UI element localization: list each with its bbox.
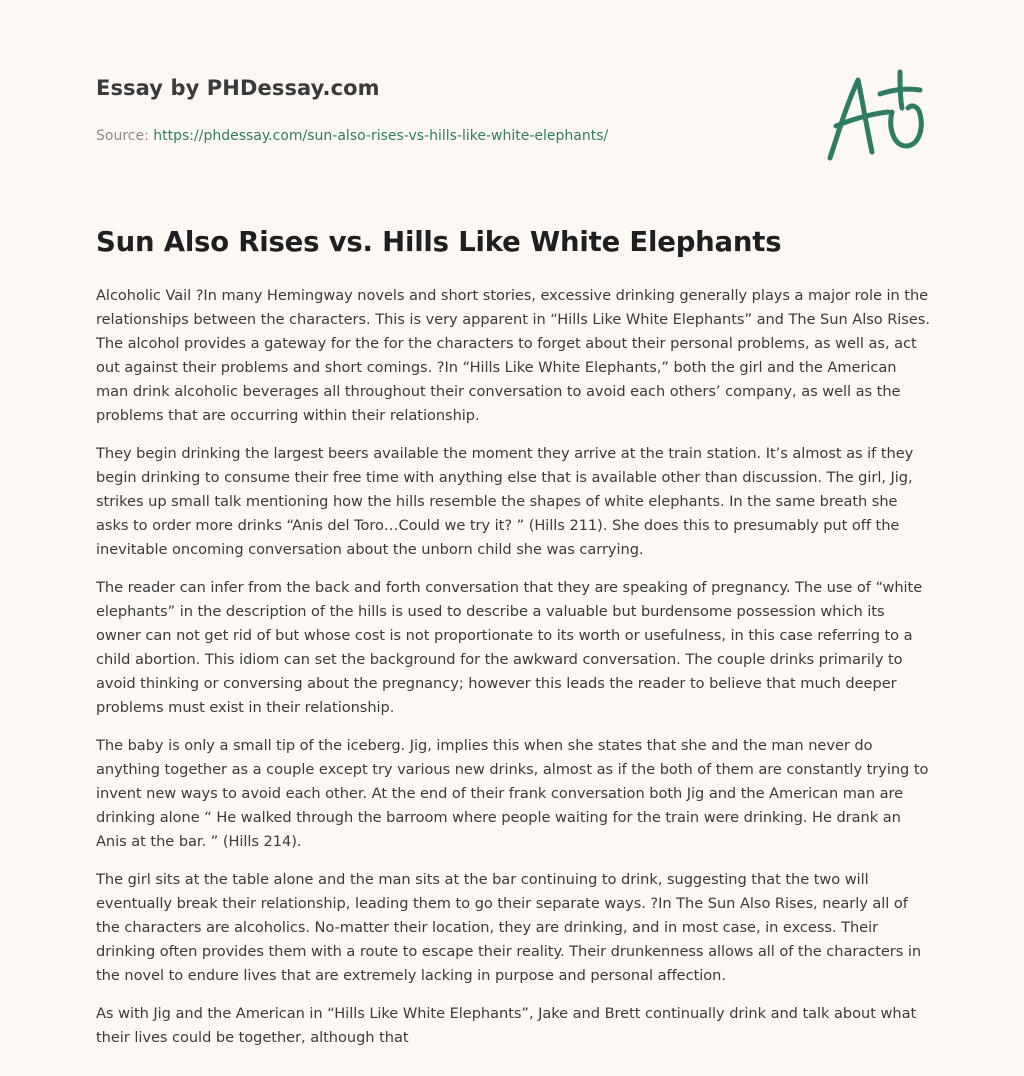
essay-paragraph: The girl sits at the table alone and the man sits at the bar continuing to drink, suggesting that the two will eventually break their relationship, leading them to go their separate ways. ?In The Sun Also Rises, nearly all of the characters are alcoholics. No-matter their location, they are drinking, and in most case, in excess. Their drinking often provides them with a route to escape their reality. Their drunkenness allows all of the characters in the novel to endure lives that are extremely lacking in purpose and personal affection. — [96, 871, 922, 984]
source-link[interactable]: https://phdessay.com/sun-also-rises-vs-hills-like-white-elephants/ — [153, 128, 609, 144]
page-header — [96, 76, 796, 144]
site-title: Essay by PHDessay.com — [96, 76, 380, 100]
essay-paragraph: As with Jig and the American in “Hills Like White Elephants”, Jake and Brett continually drink and talk about what their lives could be together, although that — [96, 1005, 917, 1046]
essay-title: Sun Also Rises vs. Hills Like White Elephants — [96, 226, 782, 258]
essay-body — [96, 284, 932, 1064]
essay-paragraph: The reader can infer from the back and forth conversation that they are speaking of pregnancy. The use of “white elephants” in the description of the hills is used to describe a valuable but burdensome possession which its owner can not get rid of but whose cost is not proportionate to its worth or usefulness, in this case referring to a child abortion. This idiom can set the background for the awkward conversation. The couple drinks primarily to avoid thinking or conversing about the pregnancy; however this leads the reader to believe that much deeper problems must exist in their relationship. — [96, 579, 923, 716]
essay-paragraph: Alcoholic Vail ?In many Hemingway novels and short stories, excessive drinking generally plays a major role in the relationships between the characters. This is very apparent in “Hills Like White Elephants” and The Sun Also Rises. The alcohol provides a gateway for the for the characters to forget about their personal problems, as well as, act out against their problems and short comings. ?In “Hills Like White Elephants,” both the girl and the American man drink alcoholic beverages all throughout their conversation to avoid each others’ company, as well as the problems that are occurring within their relationship. — [96, 287, 930, 424]
source-label: Source: — [96, 128, 149, 144]
source-line — [96, 128, 796, 144]
a-plus-logo — [822, 68, 926, 164]
essay-paragraph: They begin drinking the largest beers available the moment they arrive at the train station. It’s almost as if they begin drinking to consume their free time with anything else that is available other than discussion. The girl, Jig, strikes up small talk mentioning how the hills resemble the shapes of white elephants. In the same breath she asks to order more drinks “Anis del Toro…Could we try it? ” (Hills 211). She does this to presumably put off the inevitable oncoming conversation about the unborn child she was carrying. — [96, 445, 914, 558]
essay-paragraph: The baby is only a small tip of the iceberg. Jig, implies this when she states that she and the man never do anything together as a couple except try various new drinks, almost as if the both of them are constantly trying to invent new ways to avoid each other. At the end of their frank conversation both Jig and the American man are drinking alone “ He walked through the barroom where people waiting for the train were drinking. He drank an Anis at the bar. ” (Hills 214). — [96, 737, 929, 850]
